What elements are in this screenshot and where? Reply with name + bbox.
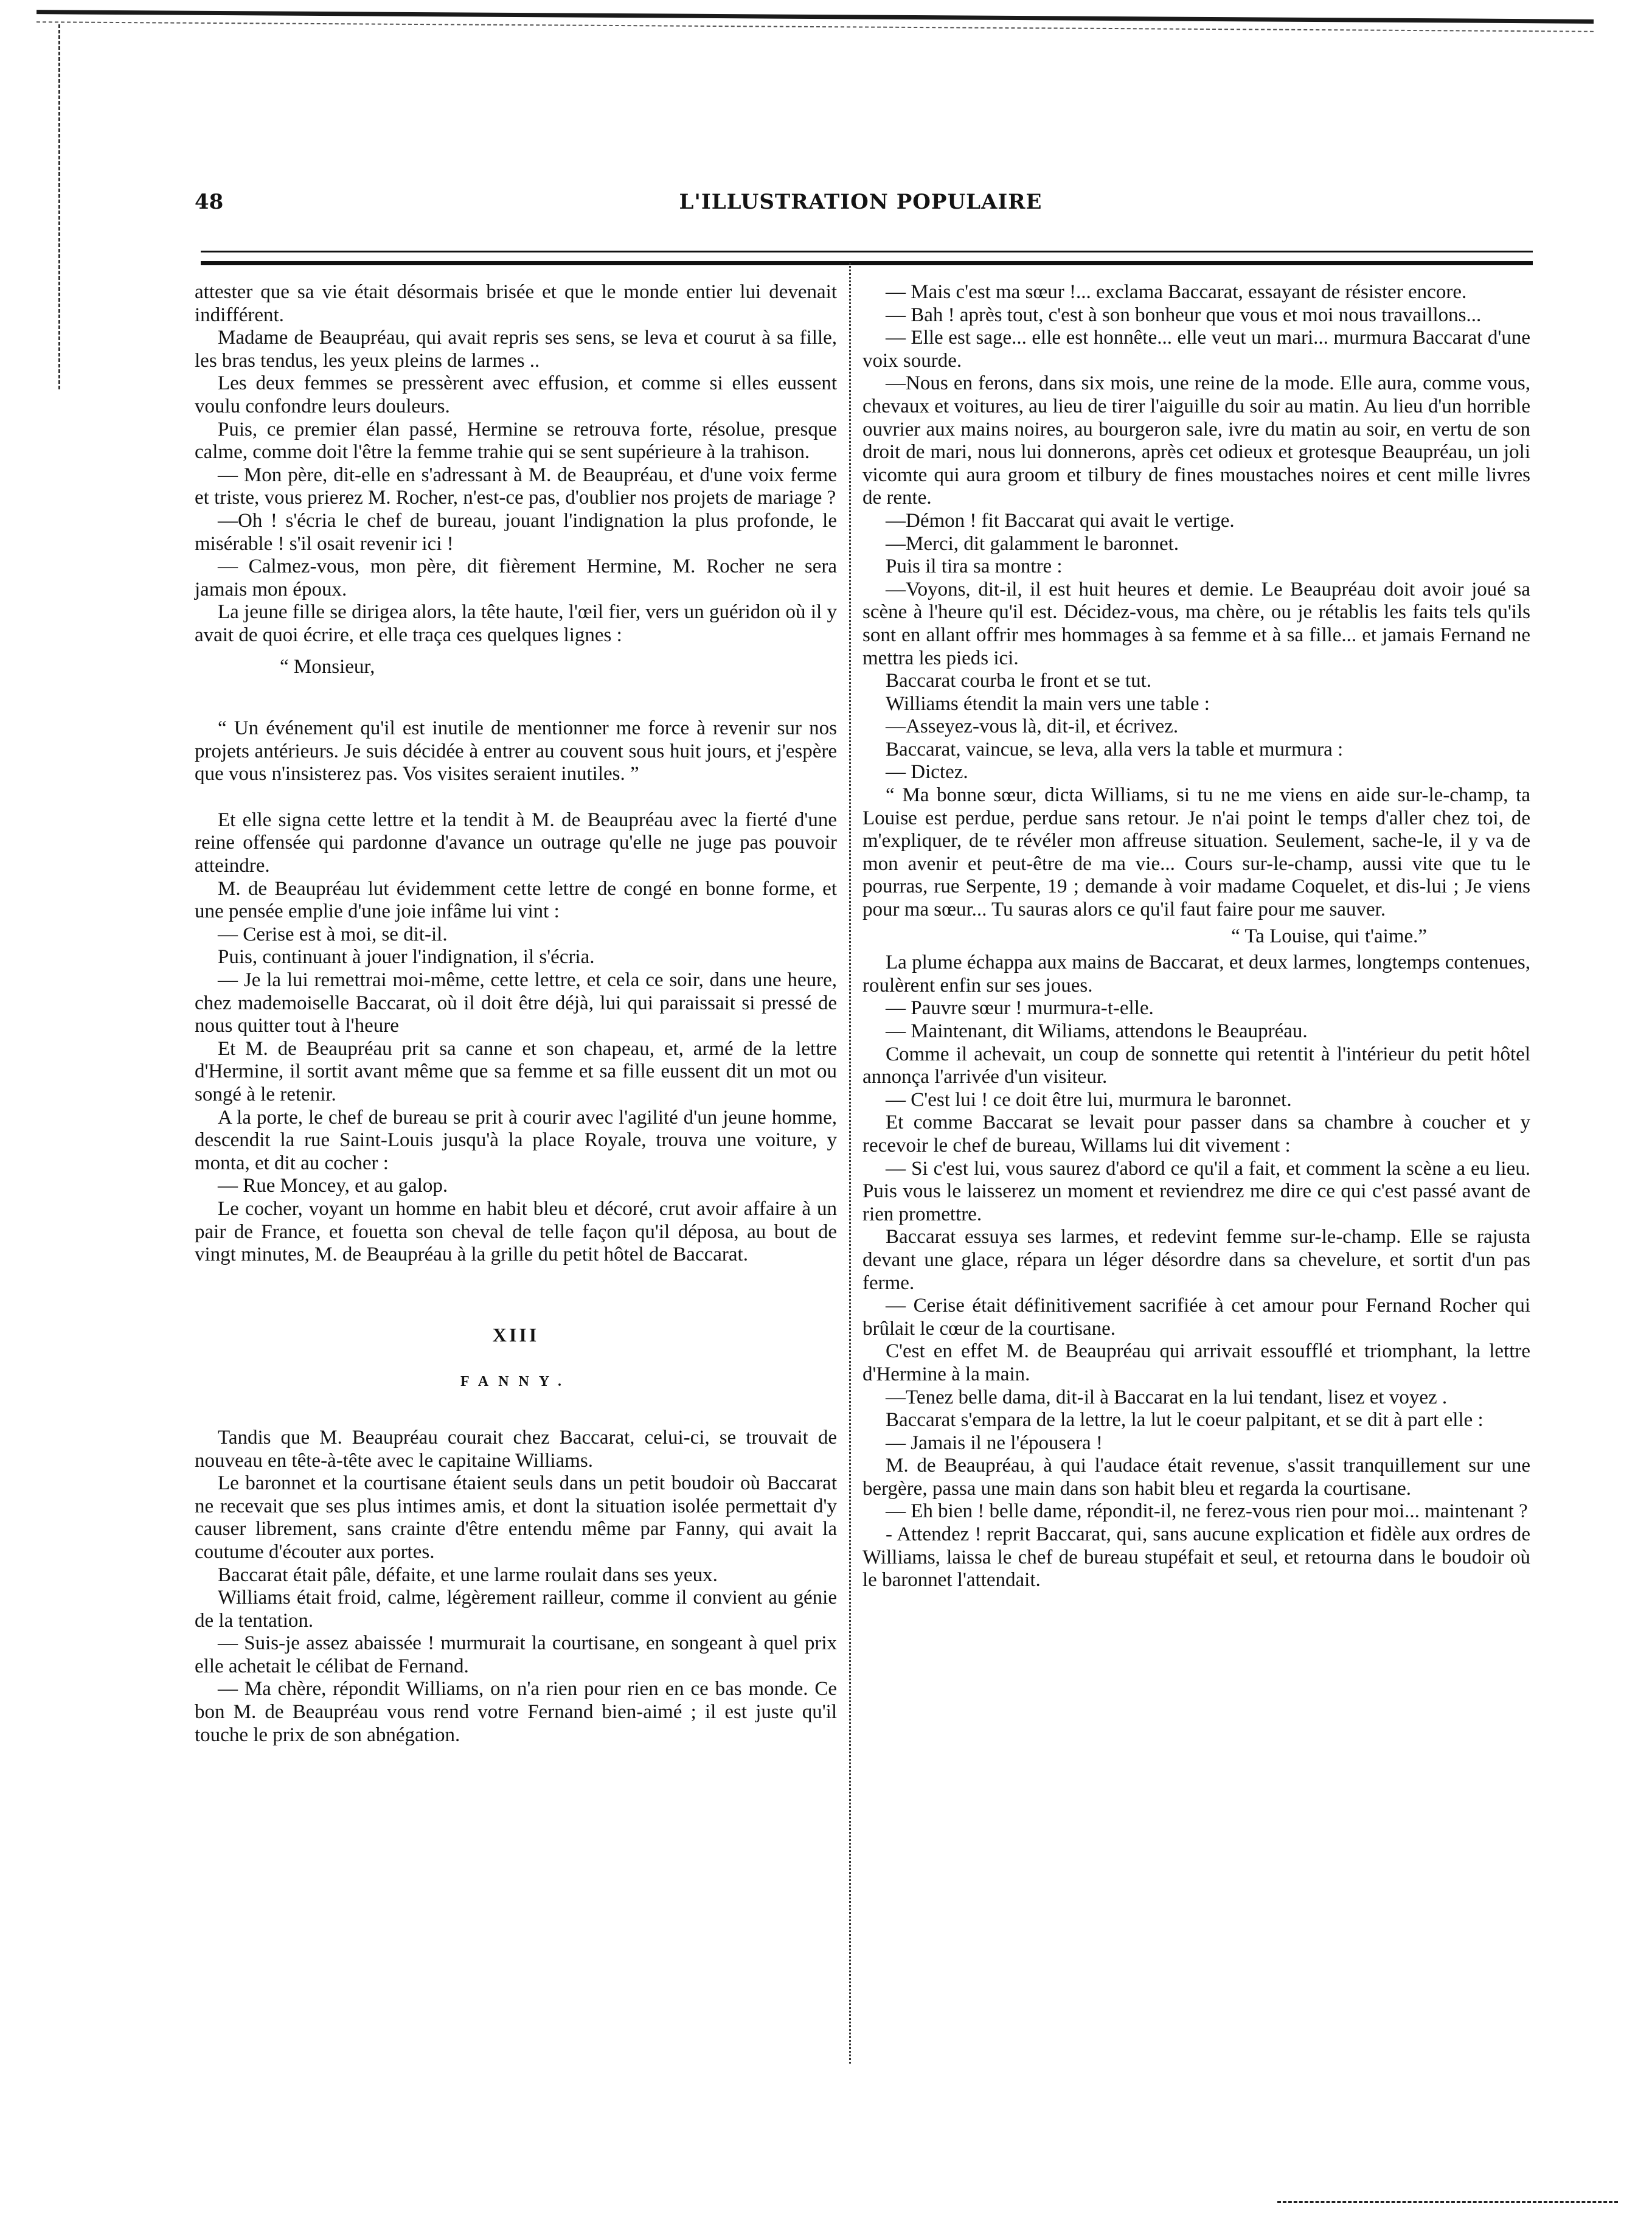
paragraph: —Tenez belle dama, dit-il à Baccarat en la lui tendant, lisez et voyez . — [886, 1386, 1448, 1408]
page-number: 48 — [195, 190, 224, 214]
paragraph: Williams étendit la main vers une table : — [886, 692, 1210, 715]
paragraph: — Mais c'est ma sœur !... exclama Baccarat, essayant de résister encore. — [886, 281, 1467, 303]
scan-edge-top — [36, 10, 1594, 32]
paragraph: —Démon ! fit Baccarat qui avait le vertige. — [886, 509, 1235, 532]
paragraph: — Ma chère, répondit Williams, on n'a rien pour rien en ce bas monde. Ce bon M. de Beaupréau vous rend votre Fernand bien-aimé ; il est juste qu'il touche le prix de son abnégation. — [195, 1678, 837, 1746]
paragraph: La jeune fille se dirigea alors, la tête haute, l'œil fier, vers un guéridon où il y avait de quoi écrire, et elle traça ces quelques lignes : — [195, 601, 837, 646]
paragraph: Le baronnet et la courtisane étaient seuls dans un petit boudoir où Baccarat ne recevait que ses plus intimes amis, et dont la situation isolée permettait d'y causer librement, sans crainte d'être entendu même par Fanny, qui avait la coutume d'écouter aux portes. — [195, 1472, 837, 1563]
scan-edge-bottom — [1277, 2201, 1618, 2203]
paragraph: — Elle est sage... elle est honnête... elle veut un mari... murmura Baccarat d'une voix sourde. — [862, 327, 1530, 372]
letter-signature: “ Ta Louise, qui t'aime.” — [1231, 925, 1427, 947]
paragraph: Baccarat courba le front et se tut. — [886, 670, 1152, 692]
paragraph: —Voyons, dit-il, il est huit heures et demie. Le Beaupréau doit avoir joué sa scène à l'heure qu'il est. Décidez-vous, ma chère, ou je rétablis les faits tels qu'ils sont en allant offrir mes hommages à sa femme et à sa fille... et jamais Fernand ne mettra les pieds ici. — [862, 578, 1530, 669]
paragraph: C'est en effet M. de Beaupréau qui arrivait essoufflé et triomphant, la lettre d'Hermine à la main. — [862, 1340, 1530, 1385]
paragraph: Puis il tira sa montre : — [886, 555, 1063, 578]
page-header — [195, 190, 1527, 226]
letter-body: “ Un événement qu'il est inutile de mentionner me force à revenir sur nos projets antérieurs. Je suis décidée à entrer au couvent sous huit jours, et j'espère que vous n'insisterez pas. Vos visites seraient inutiles. ” — [195, 717, 837, 785]
paragraph: Le cocher, voyant un homme en habit bleu et décoré, crut avoir affaire à un pair de France, et fouetta son cheval de telle façon qu'il déposa, au bout de vingt minutes, M. de Beaupréau à la grille du petit hôtel de Baccarat. — [195, 1197, 837, 1266]
paragraph: — C'est lui ! ce doit être lui, murmura le baronnet. — [886, 1088, 1292, 1111]
left-column — [195, 281, 837, 1747]
paragraph: — Bah ! après tout, c'est à son bonheur que vous et moi nous travaillons... — [886, 304, 1482, 326]
paragraph: — Cerise est à moi, se dit-il. — [218, 923, 448, 945]
paragraph: — Dictez. — [886, 761, 968, 784]
paragraph: — Maintenant, dit Wiliams, attendons le Beaupréau. — [886, 1020, 1308, 1042]
paragraph: — Eh bien ! belle dame, répondit-il, ne ferez-vous rien pour moi... maintenant ? — [886, 1500, 1528, 1523]
paragraph: La plume échappa aux mains de Baccarat, et deux larmes, longtemps contenues, roulèrent enfin sur ses joues. — [862, 951, 1530, 997]
paragraph: Tandis que M. Beaupréau courait chez Baccarat, celui-ci, se trouvait de nouveau en tête-à-tête avec le capitaine Williams. — [195, 1426, 837, 1472]
paragraph: — Je la lui remettrai moi-même, cette lettre, et cela ce soir, dans une heure, chez mademoiselle Baccarat, où il doit être déjà, lui qui paraissait si pressé de nous quitter tout à l'heure — [195, 969, 837, 1037]
paragraph: Les deux femmes se pressèrent avec effusion, et comme si elles eussent voulu confondre leurs douleurs. — [195, 372, 837, 417]
paragraph: Puis, continuant à jouer l'indignation, il s'écria. — [218, 946, 595, 969]
paragraph: Baccarat s'empara de la lettre, la lut le coeur palpitant, et se dit à part elle : — [886, 1409, 1484, 1432]
paragraph: Madame de Beaupréau, qui avait repris ses sens, se leva et courut à sa fille, les bras tendus, les yeux pleins de larmes .. — [195, 327, 837, 372]
paragraph: Et elle signa cette lettre et la tendit à M. de Beaupréau avec la fierté d'une reine offensée qui pardonne d'avance un outrage qu'elle ne juge pas pouvoir atteindre. — [195, 809, 837, 877]
paragraph: —Oh ! s'écria le chef de bureau, jouant l'indignation la plus profonde, le misérable ! s'il osait revenir ici ! — [195, 509, 837, 555]
paragraph: —Asseyez-vous là, dit-il, et écrivez. — [886, 715, 1179, 738]
paragraph: - Attendez ! reprit Baccarat, qui, sans aucune explication et fidèle aux ordres de Williams, laissa le chef de bureau stupéfait et seul, et retourna dans le boudoir où le baronnet l'attendait. — [862, 1523, 1530, 1592]
paragraph: —Nous en ferons, dans six mois, une reine de la mode. Elle aura, comme vous, chevaux et voitures, au lieu de tirer l'aiguille du soir au matin. Au lieu d'un horrible ouvrier aux mains noires, au bourgeron sale, ivre du matin au soir, en vertu de son droit de mari, nous lui donnerons, après cet odieux et grotesque Beaupréau, un joli vicomte qui aura groom et tilbury de fines moustaches noires et cent mille livres de rente. — [862, 372, 1530, 509]
paragraph: M. de Beaupréau lut évidemment cette lettre de congé en bonne forme, et une pensée emplie d'une joie infâme lui vint : — [195, 877, 837, 923]
header-rule — [201, 251, 1533, 265]
paragraph: — Si c'est lui, vous saurez d'abord ce qu'il a fait, et comment la scène a eu lieu. Puis vous le laisserez un moment et reviendrez me dire ce qui c'est passé avant de rien promettre. — [862, 1157, 1530, 1225]
paragraph: — Suis-je assez abaissée ! murmurait la courtisane, en songeant à quel prix elle achetait le célibat de Fernand. — [195, 1632, 837, 1677]
paragraph: Puis, ce premier élan passé, Hermine se retrouva forte, résolue, presque calme, comme doit l'être la femme trahie qui se sent supérieure à la trahison. — [195, 418, 837, 464]
paragraph: Baccarat était pâle, défaite, et une larme roulait dans ses yeux. — [218, 1564, 718, 1586]
letter-body: “ Ma bonne sœur, dicta Williams, si tu ne me viens en aide sur-le-champ, ta Louise est perdue, perdue sans retour. Je n'ai point le temps d'aller chez toi, de m'expliquer, de te révéler mon affreuse situation. Seulement, sache-le, il y va de mon avenir et peut-être de ma vie... Cours sur-le-champ, aussi vite que tu le pourras, rue Serpente, 19 ; demande à voir madame Coquelet, et dis-lui ; Je viens pour ma sœur... Tu sauras alors ce qu'il faut faire pour me sauver. — [862, 784, 1530, 921]
paragraph: — Calmez-vous, mon père, dit fièrement Hermine, M. Rocher ne sera jamais mon époux. — [195, 555, 837, 600]
paragraph: — Cerise était définitivement sacrifiée à cet amour pour Fernand Rocher qui brûlait le cœur de la courtisane. — [862, 1295, 1530, 1340]
paragraph: Et comme Baccarat se levait pour passer dans sa chambre à coucher et y recevoir le chef de bureau, Willams lui dit vivement : — [862, 1112, 1530, 1157]
chapter-title: FANNY. — [460, 1374, 571, 1390]
paragraph: Et M. de Beaupréau prit sa canne et son chapeau, et, armé de la lettre d'Hermine, il sortit avant même que sa femme et sa fille eussent dit un mot ou songé à le retenir. — [195, 1037, 837, 1105]
paragraph: —Merci, dit galamment le baronnet. — [886, 532, 1179, 555]
column-divider — [849, 263, 851, 2064]
paragraph: Baccarat essuya ses larmes, et redevint femme sur-le-champ. Elle se rajusta devant une glace, répara un léger désordre dans sa chevelure, et sortit d'un pas ferme. — [862, 1226, 1530, 1294]
paragraph: A la porte, le chef de bureau se prit à courir avec l'agilité d'un jeune homme, descendit la rue Saint-Louis jusqu'à la place Royale, trouva une voiture, y monta, et dit au cocher : — [195, 1106, 837, 1174]
letter-salutation: “ Monsieur, — [280, 655, 375, 678]
right-column — [862, 281, 1530, 1592]
paragraph: Williams était froid, calme, légèrement railleur, comme il convient au génie de la tentation. — [195, 1587, 837, 1632]
paragraph: — Mon père, dit-elle en s'adressant à M. de Beaupréau, et d'une voix ferme et triste, vous prierez M. Rocher, n'est-ce pas, d'oublier nos projets de mariage ? — [195, 464, 837, 509]
paragraph: Comme il achevait, un coup de sonnette qui retentit à l'intérieur du petit hôtel annonça l'arrivée d'un visiteur. — [862, 1043, 1530, 1088]
chapter-number: XIII — [492, 1323, 540, 1346]
paragraph: — Pauvre sœur ! murmura-t-elle. — [886, 997, 1154, 1020]
scan-edge-left — [58, 24, 60, 389]
paragraph: M. de Beaupréau, à qui l'audace était revenue, s'assit tranquillement sur une bergère, passa une main dans son habit bleu et regarda la courtisane. — [862, 1455, 1530, 1500]
paragraph: attester que sa vie était désormais brisée et que le monde entier lui devenait indifférent. — [195, 281, 837, 326]
running-title: L'ILLUSTRATION POPULAIRE — [679, 190, 1043, 214]
paragraph: — Jamais il ne l'épousera ! — [886, 1432, 1103, 1454]
paragraph: — Rue Moncey, et au galop. — [218, 1175, 448, 1197]
paragraph: Baccarat, vaincue, se leva, alla vers la table et murmura : — [886, 738, 1344, 760]
